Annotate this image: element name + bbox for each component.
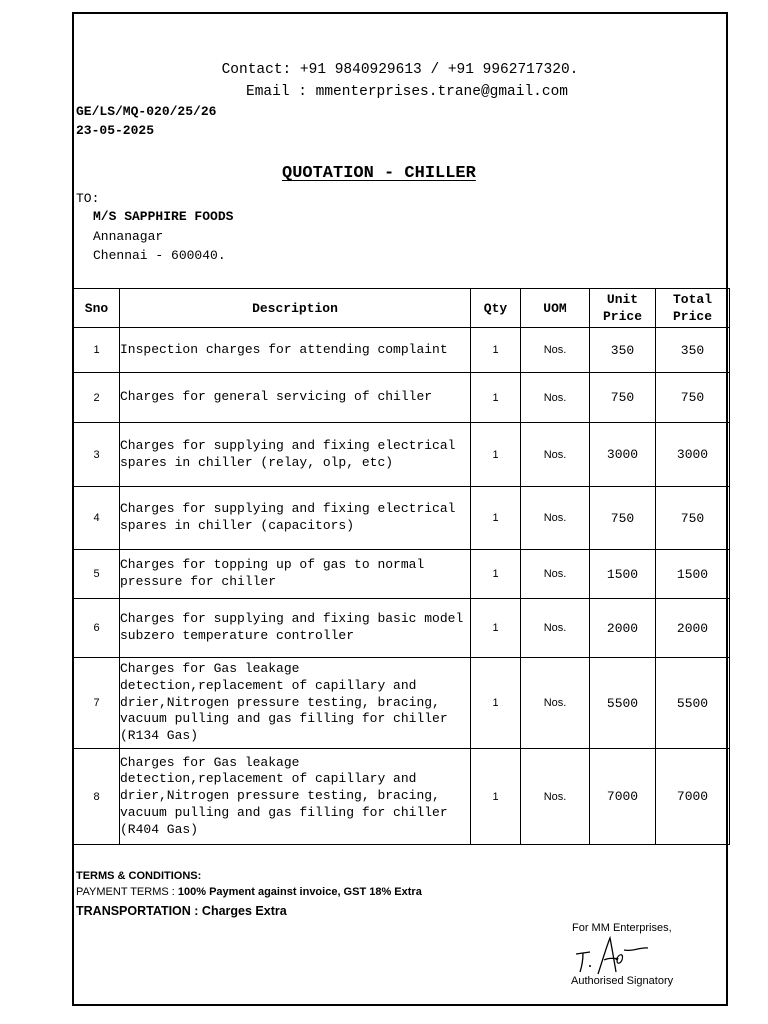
cell-uom: Nos. [521,423,590,487]
table-row [74,373,730,423]
quotation-date: 23-05-2025 [76,123,155,138]
cell-total-price: 750 [656,373,730,423]
cell-description: Charges for supplying and fixing basic model subzero temperature controller [120,599,471,658]
page-title: QUOTATION - CHILLER [282,164,476,183]
cell-uom: Nos. [521,658,590,749]
payment-terms [76,886,422,898]
cell-description: Charges for topping up of gas to normal pressure for chiller [120,550,471,599]
cell-uom: Nos. [521,373,590,423]
cell-unit-price: 750 [590,373,656,423]
table-row [74,550,730,599]
header-qty: Qty [471,289,521,328]
cell-description: Charges for supplying and fixing electrical spares in chiller (relay, olp, etc) [120,423,471,487]
cell-total-price: 5500 [656,658,730,749]
cell-description: Charges for Gas leakage detection,replacement of capillary and drier,Nitrogen pressure testing, bracing, vacuum pulling and gas filling for chiller (R134 Gas) [120,658,471,749]
payment-terms-label: PAYMENT TERMS : [76,886,178,898]
cell-qty: 1 [471,599,521,658]
cell-description: Inspection charges for attending complaint [120,328,471,373]
header-sno: Sno [74,289,120,328]
cell-uom: Nos. [521,328,590,373]
cell-uom: Nos. [521,550,590,599]
cell-sno: 3 [74,423,120,487]
table-row [74,328,730,373]
reference-number: GE/LS/MQ-020/25/26 [76,104,217,119]
table-row [74,423,730,487]
authorised-signatory-label: Authorised Signatory [571,975,674,987]
table-row [74,749,730,845]
cell-sno: 2 [74,373,120,423]
cell-qty: 1 [471,373,521,423]
quotation-table [73,288,730,845]
table-header-row [74,289,730,328]
cell-total-price: 1500 [656,550,730,599]
recipient-name: M/S SAPPHIRE FOODS [93,209,234,224]
cell-total-price: 7000 [656,749,730,845]
header-unit-price: Unit Price [590,289,656,328]
header-description: Description [120,289,471,328]
cell-qty: 1 [471,550,521,599]
cell-unit-price: 5500 [590,658,656,749]
cell-description: Charges for Gas leakage detection,replacement of capillary and drier,Nitrogen pressure testing, bracing, vacuum pulling and gas filling for chiller (R404 Gas) [120,749,471,845]
cell-sno: 4 [74,487,120,550]
table-row [74,487,730,550]
cell-description: Charges for general servicing of chiller [120,373,471,423]
header-total-price: Total Price [656,289,730,328]
cell-uom: Nos. [521,599,590,658]
cell-uom: Nos. [521,487,590,550]
recipient-address-line2: Chennai - 600040. [93,248,226,263]
cell-qty: 1 [471,328,521,373]
terms-title: TERMS & CONDITIONS: [76,870,202,882]
cell-description: Charges for supplying and fixing electrical spares in chiller (capacitors) [120,487,471,550]
cell-sno: 6 [74,599,120,658]
header-uom: UOM [521,289,590,328]
cell-total-price: 3000 [656,423,730,487]
transportation-terms: TRANSPORTATION : Charges Extra [76,904,287,918]
cell-unit-price: 2000 [590,599,656,658]
cell-qty: 1 [471,487,521,550]
cell-total-price: 2000 [656,599,730,658]
recipient-label: TO: [76,191,100,206]
cell-qty: 1 [471,423,521,487]
cell-qty: 1 [471,749,521,845]
cell-sno: 5 [74,550,120,599]
cell-sno: 7 [74,658,120,749]
recipient-address-line1: Annanagar [93,229,164,244]
cell-unit-price: 350 [590,328,656,373]
contact-line: Contact: +91 9840929613 / +91 9962717320. [221,62,579,78]
cell-sno: 1 [74,328,120,373]
cell-qty: 1 [471,658,521,749]
handwritten-signature [568,930,658,976]
cell-unit-price: 3000 [590,423,656,487]
table-row [74,658,730,749]
cell-uom: Nos. [521,749,590,845]
cell-unit-price: 7000 [590,749,656,845]
cell-unit-price: 750 [590,487,656,550]
email-line: Email : mmenterprises.trane@gmail.com [246,84,568,100]
cell-total-price: 750 [656,487,730,550]
table-row [74,599,730,658]
cell-total-price: 350 [656,328,730,373]
cell-sno: 8 [74,749,120,845]
cell-unit-price: 1500 [590,550,656,599]
for-company-label: For MM Enterprises, [572,922,672,934]
payment-terms-value: 100% Payment against invoice, GST 18% Extra [177,886,422,898]
